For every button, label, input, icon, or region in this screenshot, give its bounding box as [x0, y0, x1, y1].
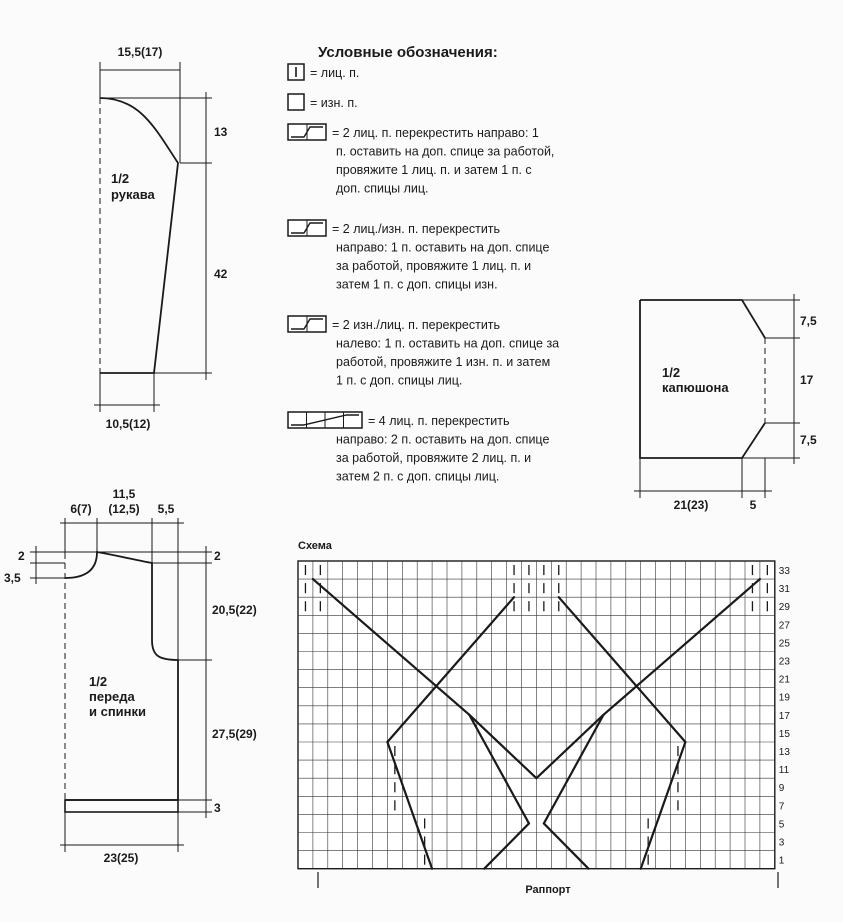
- sleeve-top-dim: 15,5(17): [117, 45, 163, 59]
- legend-text-line: за работой, провяжите 2 лиц. п. и: [336, 451, 532, 465]
- knit-symbol-icon: [288, 64, 304, 80]
- chart-row-number: 13: [778, 747, 790, 758]
- sleeve-cap-dim: 13: [214, 125, 228, 139]
- body-armhole-dim: 20,5(22): [212, 603, 257, 617]
- chart-repeat-label: Раппорт: [525, 884, 571, 896]
- legend-text-line: = лиц. п.: [310, 66, 360, 80]
- chart-row-number: 3: [778, 837, 785, 849]
- chart-row-number: 27: [778, 620, 790, 632]
- body-shoulder-dim: 6(7): [70, 502, 92, 516]
- legend-item-cross-kp-right: [288, 220, 549, 292]
- hood-schematic: [634, 294, 817, 512]
- hood-label-name: капюшона: [662, 380, 729, 395]
- sleeve-length-dim: 42: [214, 267, 228, 281]
- cross-4-right-symbol-icon: [288, 412, 362, 428]
- body-side-length-dim: 27,5(29): [212, 727, 257, 741]
- hood-top-dim: 7,5: [800, 314, 817, 328]
- legend-text-line: п. оставить на доп. спице за работой,: [336, 144, 555, 159]
- body-left-top-dim: 2: [18, 549, 25, 563]
- chart-row-number: 29: [778, 602, 790, 614]
- body-label-half: 1/2: [89, 674, 108, 689]
- chart-row-number: 17: [778, 710, 790, 722]
- sleeve-bottom-dim: 10,5(12): [105, 417, 151, 431]
- legend-text-line: затем 2 п. с доп. спицы лиц.: [336, 469, 500, 484]
- sleeve-label-name: рукава: [111, 187, 155, 202]
- chart-row-number: 5: [778, 819, 785, 831]
- body-side-dim: 5,5: [157, 502, 175, 516]
- legend-text-line: = 2 изн./лиц. п. перекрестить: [332, 318, 501, 332]
- legend-text-line: провяжите 1 лиц. п. и затем 1 п. с: [336, 163, 532, 177]
- chart-row-number: 21: [778, 674, 790, 686]
- hood-outline-bottom: [640, 300, 765, 458]
- legend-text-line: = изн. п.: [310, 96, 358, 110]
- legend-item-knit: [288, 64, 359, 80]
- sleeve-label-half: 1/2: [111, 171, 130, 186]
- legend-text-line: = 4 лиц. п. перекрестить: [368, 414, 510, 428]
- body-rib-band: [65, 800, 178, 812]
- cross-pk-left-symbol-icon: [288, 316, 326, 332]
- body-schematic: [4, 487, 257, 865]
- body-right-top-dim: 2: [214, 549, 221, 563]
- chart-row-number: 33: [778, 566, 790, 577]
- hood-mid-dim: 17: [800, 373, 814, 387]
- legend-text-line: налево: 1 п. оставить на доп. спице за: [336, 336, 560, 351]
- chart-row-number: 23: [778, 656, 790, 668]
- legend: [288, 44, 559, 484]
- chart-row-number: 11: [778, 765, 790, 777]
- body-label-back: и спинки: [89, 704, 147, 719]
- body-label-front: переда: [89, 689, 135, 704]
- body-rib-dim: 3: [214, 801, 221, 815]
- hood-small-dim: 5: [749, 498, 757, 512]
- legend-text-line: за работой, провяжите 1 лиц. п. и: [336, 259, 532, 273]
- legend-text-line: затем 1 п. с доп. спицы изн.: [336, 277, 498, 292]
- chart-row-number: 1: [778, 855, 785, 867]
- body-neck-dim-alt: (12,5): [108, 502, 140, 516]
- chart-row-number: 25: [778, 638, 790, 650]
- chart-row-number: 19: [778, 692, 790, 704]
- body-left-neck-dim: 3,5: [4, 571, 21, 585]
- chart-grid: [298, 561, 775, 869]
- legend-item-purl: [288, 94, 358, 110]
- body-neck-dim: 11,5: [112, 487, 136, 501]
- legend-item-cross-pk-left: [288, 316, 559, 388]
- cross-kp-right-symbol-icon: [288, 220, 326, 236]
- chart-title: Схема: [298, 540, 332, 552]
- legend-text-line: 1 п. с доп. спицы лиц.: [336, 373, 463, 388]
- legend-text-line: направо: 2 п. оставить на доп. спице: [336, 432, 550, 447]
- sleeve-outline: [100, 98, 178, 373]
- body-outline: [65, 552, 178, 800]
- chart-row-number: 31: [778, 584, 790, 596]
- hood-bottom-dim: 7,5: [800, 433, 817, 447]
- legend-item-cross-4-right: [288, 412, 549, 484]
- chart-row-number: 9: [778, 783, 785, 795]
- legend-text-line: = 2 лиц. п. перекрестить направо: 1: [332, 126, 539, 140]
- legend-text-line: = 2 лиц./изн. п. перекрестить: [332, 222, 501, 236]
- legend-title: Условные обозначения:: [318, 44, 498, 61]
- body-width-dim: 23(25): [103, 851, 139, 865]
- purl-symbol-icon: [288, 94, 304, 110]
- legend-text-line: работой, провяжите 1 изн. п. и затем: [336, 355, 551, 369]
- legend-text-line: направо: 1 п. оставить на доп. спице: [336, 240, 550, 255]
- hood-outline-top: [640, 300, 765, 338]
- sleeve-schematic: [94, 45, 228, 431]
- legend-text-line: доп. спицы лиц.: [336, 181, 429, 196]
- stitch-chart: [298, 540, 790, 896]
- cross-2-right-symbol-icon: [288, 124, 326, 140]
- hood-label-half: 1/2: [662, 365, 681, 380]
- hood-width-dim: 21(23): [673, 498, 709, 512]
- chart-row-number: 7: [778, 801, 785, 813]
- legend-item-cross-2-right: [288, 124, 554, 196]
- chart-row-number: 15: [778, 728, 790, 740]
